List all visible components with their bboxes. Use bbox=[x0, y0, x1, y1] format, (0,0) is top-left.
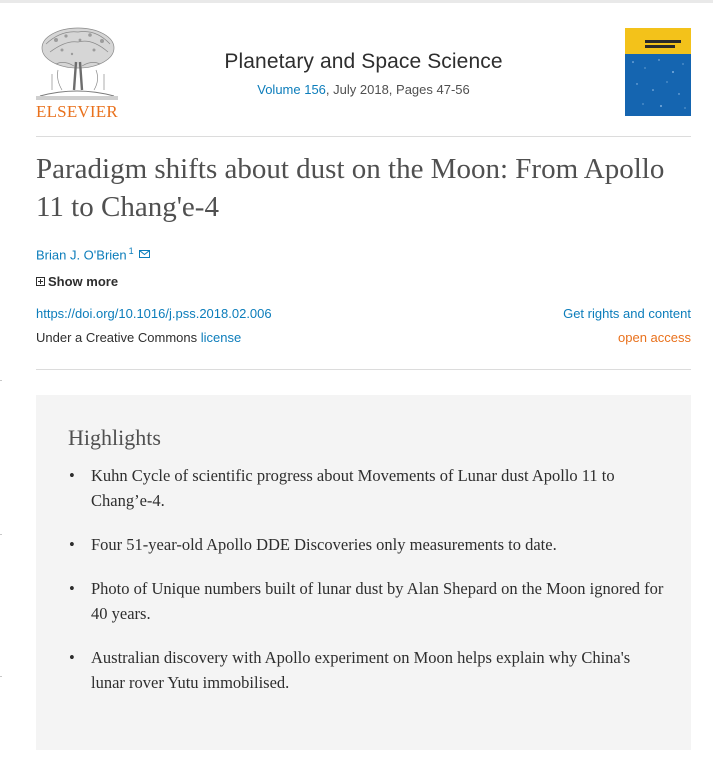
bullet-icon: • bbox=[69, 535, 75, 554]
issue-info bbox=[156, 82, 571, 97]
left-edge-tick bbox=[0, 534, 2, 535]
tree-icon bbox=[36, 26, 118, 102]
bullet-icon: • bbox=[69, 579, 75, 598]
highlight-item bbox=[68, 532, 667, 557]
article-title: Paradigm shifts about dust on the Moon: From Apollo 11 to Chang'e-4 bbox=[36, 153, 665, 223]
highlight-text: Kuhn Cycle of scientific progress about Movements of Lunar dust Apollo 11 to Chang’e-4. bbox=[91, 466, 615, 510]
highlight-item bbox=[68, 576, 667, 626]
bullet-icon: • bbox=[69, 648, 75, 667]
license-link[interactable]: license bbox=[200, 330, 242, 345]
show-more-button[interactable] bbox=[36, 274, 118, 289]
header-divider bbox=[36, 136, 691, 137]
highlight-text: Australian discovery with Apollo experiment on Moon helps explain why China's lunar rover Yutu immobilised. bbox=[91, 648, 631, 692]
plus-box-icon bbox=[36, 277, 45, 286]
license-row bbox=[36, 330, 241, 345]
issue-details: , July 2018, Pages 47-56 bbox=[325, 82, 470, 97]
elsevier-wordmark: ELSEVIER bbox=[36, 102, 118, 121]
highlight-text: Four 51-year-old Apollo DDE Discoveries only measurements to date. bbox=[91, 535, 557, 554]
bullet-icon: • bbox=[69, 466, 75, 485]
author-link[interactable]: Brian J. O'Brien bbox=[36, 247, 127, 263]
left-edge-tick bbox=[0, 380, 2, 381]
highlights-heading: Highlights bbox=[68, 425, 161, 450]
highlight-item bbox=[68, 463, 667, 513]
cover-title-graphic bbox=[645, 38, 685, 52]
elsevier-tree-logo[interactable] bbox=[36, 26, 118, 121]
meta-divider bbox=[36, 369, 691, 370]
left-edge-tick bbox=[0, 676, 2, 677]
open-access-badge: open access bbox=[618, 330, 691, 345]
cover-label bbox=[645, 38, 685, 54]
cover-starfield bbox=[625, 54, 691, 116]
highlights-list bbox=[68, 463, 667, 714]
highlights-section bbox=[36, 395, 691, 750]
journal-info bbox=[156, 50, 571, 97]
license-prefix: Under a Creative Commons bbox=[36, 330, 201, 345]
doi-link[interactable]: https://doi.org/10.1016/j.pss.2018.02.006 bbox=[36, 306, 272, 321]
highlight-item bbox=[68, 645, 667, 695]
highlight-text: Photo of Unique numbers built of lunar dust by Alan Shepard on the Moon ignored for 40 years. bbox=[91, 579, 664, 623]
author-row bbox=[36, 246, 150, 262]
journal-title[interactable]: Planetary and Space Science bbox=[224, 50, 503, 73]
top-rule bbox=[0, 0, 713, 3]
volume-link[interactable]: Volume 156 bbox=[257, 82, 326, 97]
envelope-icon[interactable] bbox=[139, 250, 150, 258]
show-more-label: Show more bbox=[48, 274, 119, 289]
rights-link[interactable]: Get rights and content bbox=[563, 306, 691, 321]
journal-cover-image[interactable] bbox=[625, 28, 691, 116]
journal-header bbox=[36, 22, 691, 134]
author-affiliation-sup[interactable]: 1 bbox=[128, 246, 134, 256]
